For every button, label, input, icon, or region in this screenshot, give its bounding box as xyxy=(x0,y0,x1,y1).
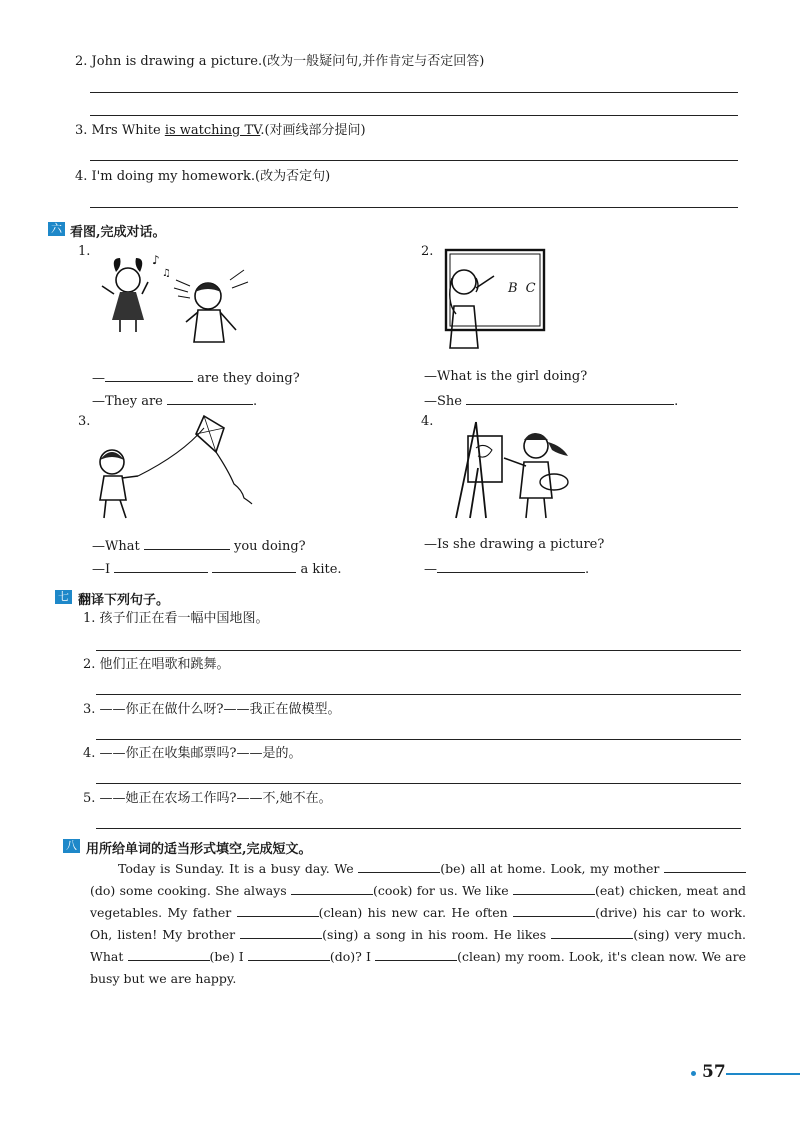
answer-blank[interactable] xyxy=(291,883,373,895)
passage-text: (sing) very much. What xyxy=(90,927,746,964)
answer-blank[interactable] xyxy=(128,949,210,961)
passage-text: (do) some cooking. She always xyxy=(90,883,292,898)
answer-line xyxy=(90,160,738,161)
dialogue-line: —What is the girl doing? xyxy=(424,369,588,384)
question-3 xyxy=(75,123,366,139)
answer-blank[interactable] xyxy=(105,369,193,382)
page-accent-line xyxy=(726,1073,800,1075)
dialogue-text: —What xyxy=(92,539,144,554)
answer-blank[interactable] xyxy=(551,927,633,939)
dialogue-text: you doing? xyxy=(229,539,306,554)
section-badge: 八 xyxy=(63,839,80,853)
dialogue-text: . xyxy=(585,562,590,577)
answer-blank[interactable] xyxy=(437,560,585,573)
passage-text: Today is Sunday. It is a busy day. We xyxy=(118,861,359,876)
answer-line xyxy=(90,207,738,208)
answer-blank[interactable] xyxy=(466,392,674,405)
answer-blank[interactable] xyxy=(375,949,457,961)
translation-item: 3. ——你正在做什么呀?——我正在做模型。 xyxy=(83,702,341,717)
dialogue-text: — xyxy=(92,371,105,386)
dialogue-line xyxy=(92,560,342,578)
dialogue-line xyxy=(92,392,257,410)
passage-text: (clean) his new car. He often xyxy=(318,905,514,920)
svg-text:♫: ♫ xyxy=(162,268,171,279)
answer-blank[interactable] xyxy=(240,927,322,939)
translation-item: 2. 他们正在唱歌和跳舞。 xyxy=(83,657,230,672)
girl-at-blackboard-illustration xyxy=(436,248,548,352)
passage-text: (be) all at home. Look, my mother xyxy=(440,861,664,876)
question-2: 2. John is drawing a picture.(改为一般疑问句,并作肯定与否定回答) xyxy=(75,54,485,69)
cloze-paragraph xyxy=(90,858,746,990)
dialogue-line: —Is she drawing a picture? xyxy=(424,537,605,552)
passage-text: (drive) his car to work. Oh, listen! My brother xyxy=(90,905,746,942)
answer-blank[interactable] xyxy=(248,949,330,961)
boy-flying-kite-illustration xyxy=(92,414,264,526)
answer-blank[interactable] xyxy=(237,905,319,917)
dialogue-text: are they doing? xyxy=(193,371,300,386)
page-dot xyxy=(691,1071,696,1076)
translation-item: 4. ——你正在收集邮票吗?——是的。 xyxy=(83,746,302,761)
dialogue-text: — xyxy=(424,562,437,577)
question-3-prefix: 3. Mrs White xyxy=(75,123,165,138)
question-4: 4. I'm doing my homework.(改为否定句) xyxy=(75,169,331,184)
translation-item: 5. ——她正在农场工作吗?——不,她不在。 xyxy=(83,791,332,806)
dialogue-text: —They are xyxy=(92,394,168,409)
answer-blank[interactable] xyxy=(664,861,746,873)
passage-text: (be) I xyxy=(209,949,248,964)
translation-item: 1. 孩子们正在看一幅中国地图。 xyxy=(83,611,269,626)
dialogue-text: —She xyxy=(424,394,467,409)
svg-text:♪: ♪ xyxy=(152,253,160,267)
section-badge: 六 xyxy=(48,222,65,236)
answer-blank[interactable] xyxy=(513,883,595,895)
section-title: 翻译下列句子。 xyxy=(78,593,170,608)
answer-line xyxy=(90,92,738,93)
girl-painting-easel-illustration xyxy=(436,418,586,522)
section-badge: 七 xyxy=(55,590,72,604)
passage-text: (do)? I xyxy=(329,949,376,964)
page-number: 57 xyxy=(702,1062,726,1082)
answer-blank[interactable] xyxy=(144,537,230,550)
passage-text: (clean) my room. Look, it's clean now. We are busy but we are happy. xyxy=(90,949,746,986)
dialogue-line xyxy=(424,392,678,410)
section-title: 看图,完成对话。 xyxy=(70,225,166,240)
question-3-suffix: .(对画线部分提问) xyxy=(260,123,366,138)
dialogue-line xyxy=(92,369,300,387)
answer-line xyxy=(96,783,741,784)
answer-blank[interactable] xyxy=(358,861,440,873)
dialogue-text: a kite. xyxy=(296,562,342,577)
item-number: 3. xyxy=(78,414,91,429)
dialogue-line xyxy=(424,560,589,578)
answer-line xyxy=(96,650,741,651)
board-text: B C xyxy=(508,281,538,296)
singing-kids-illustration xyxy=(90,250,260,355)
item-number: 1. xyxy=(78,244,91,259)
passage-text: (sing) a song in his room. He likes xyxy=(322,927,552,942)
passage-text: (eat) chicken, meat and vegetables. My father xyxy=(90,883,746,920)
answer-line xyxy=(96,694,741,695)
question-3-underlined: is watching TV xyxy=(164,123,261,138)
dialogue-text: —I xyxy=(92,562,115,577)
item-number: 2. xyxy=(421,244,434,259)
answer-blank[interactable] xyxy=(513,905,595,917)
passage-text: (cook) for us. We like xyxy=(373,883,513,898)
answer-line xyxy=(90,115,738,116)
answer-blank[interactable] xyxy=(212,560,296,573)
answer-blank[interactable] xyxy=(114,560,208,573)
answer-line xyxy=(96,739,741,740)
section-title: 用所给单词的适当形式填空,完成短文。 xyxy=(86,842,312,857)
dialogue-line xyxy=(92,537,306,555)
dialogue-text: . xyxy=(674,394,679,409)
dialogue-text: . xyxy=(253,394,258,409)
answer-blank[interactable] xyxy=(167,392,253,405)
item-number: 4. xyxy=(421,414,434,429)
answer-line xyxy=(96,828,741,829)
